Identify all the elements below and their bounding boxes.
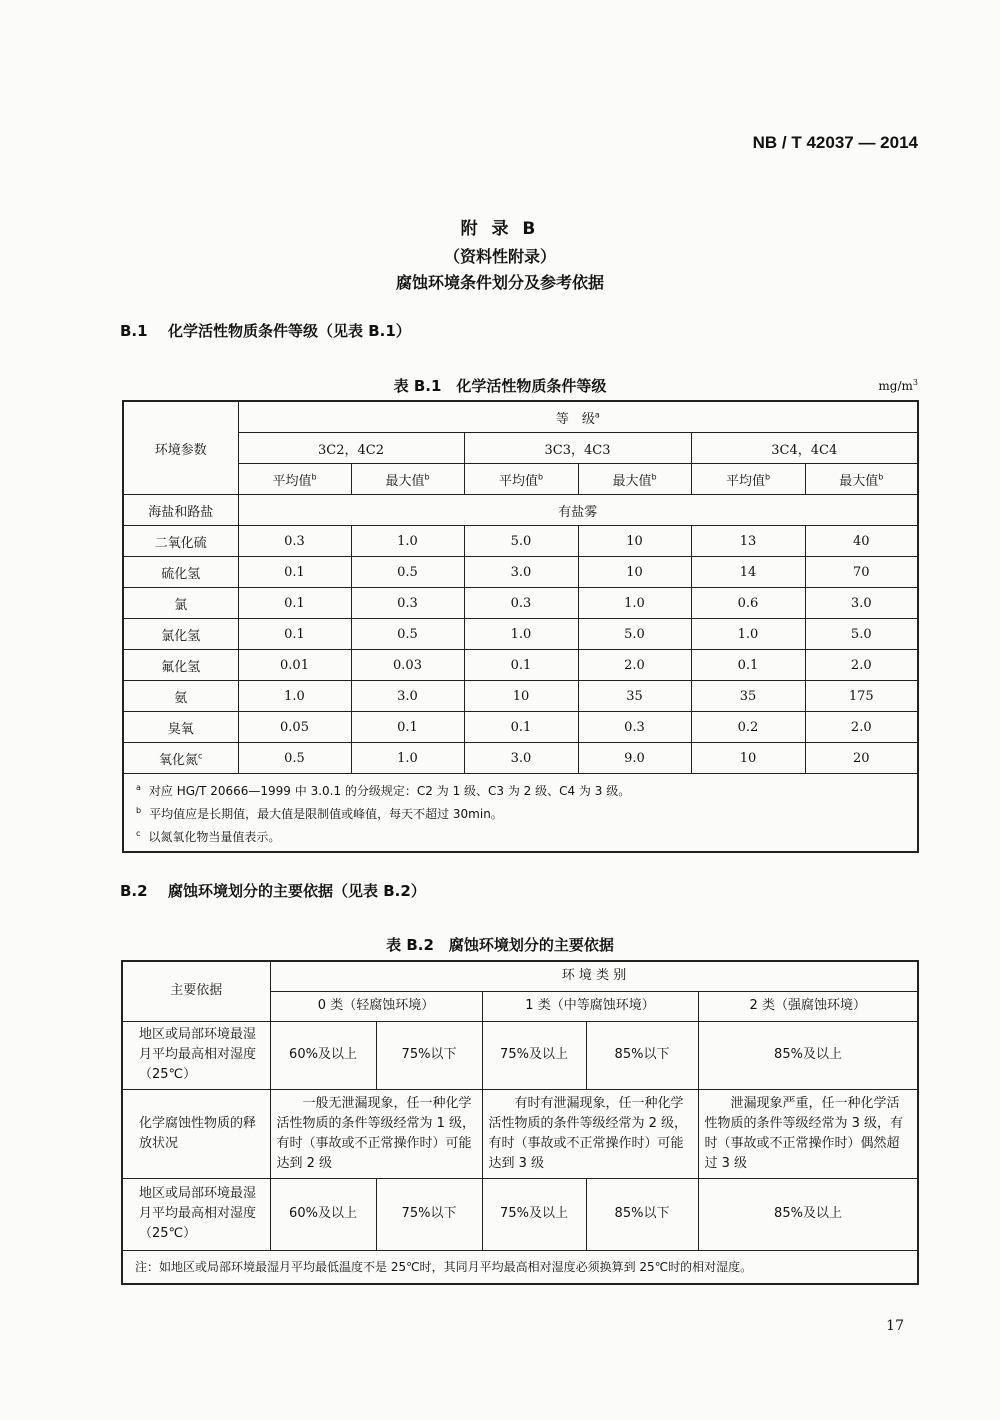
table-cell: 0.3: [238, 526, 351, 557]
table-cell: 10: [691, 743, 805, 774]
note-mark: c: [136, 829, 141, 838]
max-label: 最大值: [612, 473, 652, 489]
table1-notes: [123, 774, 918, 853]
section-number: B.1: [120, 322, 148, 340]
table-row: [122, 1178, 918, 1250]
table-cell: 0.6: [691, 588, 805, 619]
table-row: [123, 588, 918, 619]
table-cell: 一般无泄漏现象，任一种化学活性物质的条件等级经常为 1 级，有时（事故或不正常操作时）可能达到 2 级: [270, 1089, 482, 1178]
table1-caption: 表 B.1 化学活性物质条件等级: [393, 377, 607, 395]
table-cell: 3.0: [464, 743, 578, 774]
section-number: B.2: [120, 882, 148, 900]
row-label-text: 氧化氮: [159, 752, 199, 768]
table-row: [123, 557, 918, 588]
table2-caption: 表 B.2 腐蚀环境划分的主要依据: [386, 936, 614, 954]
table-cell: 0.3: [351, 588, 464, 619]
table-cell: 0.2: [691, 712, 805, 743]
table-cell: 1.0: [238, 681, 351, 712]
table2-note: 注：如地区或局部环境最湿月平均最低温度不是 25℃时，其同月平均最高相对湿度必须换算到 25℃时的相对湿度。: [122, 1250, 918, 1284]
table-cell: 85%以下: [586, 1021, 698, 1089]
table-cell: 0.1: [691, 650, 805, 681]
category-header: 环 境 类 别: [270, 961, 918, 991]
table-cell: 0.3: [578, 712, 691, 743]
max-header: [578, 464, 691, 495]
table-note: [136, 824, 905, 847]
table-cell: 175: [805, 681, 918, 712]
table-row: [123, 495, 918, 526]
table-cell: 13: [691, 526, 805, 557]
unit-superscript: 3: [912, 378, 918, 387]
avg-label: 平均值: [272, 473, 312, 489]
table-cell: 75%以下: [376, 1021, 482, 1089]
table-note: [136, 801, 905, 824]
row-label: 氟化氢: [123, 650, 238, 681]
table-note: [136, 778, 905, 801]
note-text: 平均值应是长期值，最大值是限制值或峰值，每天不超过 30min。: [149, 807, 503, 821]
table-cell: 75%以下: [376, 1178, 482, 1250]
grade-header-text: 等 级: [555, 411, 595, 427]
table-cell: 0.5: [238, 743, 351, 774]
table-cell: 70: [805, 557, 918, 588]
table-cell: 75%及以上: [482, 1021, 586, 1089]
table-cell: 1.0: [351, 526, 464, 557]
table-cell: 0.1: [464, 650, 578, 681]
appendix-main-title: 腐蚀环境条件划分及参考依据: [395, 273, 604, 292]
category-0-header: 0 类（轻腐蚀环境）: [270, 991, 482, 1021]
table-cell: 3.0: [805, 588, 918, 619]
table-cell: 5.0: [578, 619, 691, 650]
table-row: [123, 681, 918, 712]
corrosion-basis-table: [121, 960, 919, 1285]
sub-superscript: b: [424, 472, 430, 482]
table-cell: 60%及以上: [270, 1178, 376, 1250]
max-header: [805, 464, 918, 495]
table-cell: 10: [578, 526, 691, 557]
row-label: 氨: [123, 681, 238, 712]
grade-header: [238, 401, 918, 433]
note-text: 对应 HG/T 20666—1999 中 3.0.1 的分级规定：C2 为 1 级、C3 为 2 级、C4 为 3 级。: [148, 784, 631, 798]
table-cell: 35: [691, 681, 805, 712]
basis-header: 主要依据: [122, 961, 270, 1021]
table-cell: 60%及以上: [270, 1021, 376, 1089]
table-row: [123, 743, 918, 774]
table-row: [123, 619, 918, 650]
table-cell: 0.1: [238, 588, 351, 619]
avg-header: [238, 464, 351, 495]
row-label: 海盐和路盐: [123, 495, 238, 526]
section-heading-b2: [120, 880, 426, 901]
avg-label: 平均值: [725, 473, 765, 489]
category-1-header: 1 类（中等腐蚀环境）: [482, 991, 698, 1021]
section-title: 化学活性物质条件等级（见表 B.1）: [168, 322, 411, 340]
section-title: 腐蚀环境划分的主要依据（见表 B.2）: [168, 882, 426, 900]
category-2-header: 2 类（强腐蚀环境）: [698, 991, 918, 1021]
row-label: 氯化氢: [123, 619, 238, 650]
table-cell: 9.0: [578, 743, 691, 774]
table-cell: 有盐雾: [238, 495, 918, 526]
table-cell: 5.0: [464, 526, 578, 557]
table-cell: 10: [464, 681, 578, 712]
avg-header: [691, 464, 805, 495]
table-row: [123, 526, 918, 557]
class-header: 3C3，4C3: [464, 433, 691, 464]
table-cell: 1.0: [351, 743, 464, 774]
note-mark: b: [136, 806, 142, 815]
chemical-activity-table: [122, 400, 919, 853]
avg-label: 平均值: [498, 473, 538, 489]
sub-superscript: b: [651, 472, 657, 482]
table1-unit: [878, 378, 918, 393]
table-cell: 20: [805, 743, 918, 774]
table-cell: 0.1: [238, 619, 351, 650]
table-cell: 2.0: [805, 712, 918, 743]
unit-text: mg/m: [878, 379, 913, 393]
table-cell: 5.0: [805, 619, 918, 650]
table-cell: 75%及以上: [482, 1178, 586, 1250]
table-cell: 0.3: [464, 588, 578, 619]
row-label: 地区或局部环境最湿月平均最高相对湿度（25℃）: [122, 1178, 270, 1250]
table-cell: 35: [578, 681, 691, 712]
row-label-superscript: c: [198, 751, 203, 761]
table-cell: 3.0: [464, 557, 578, 588]
table-cell: 40: [805, 526, 918, 557]
sub-superscript: b: [764, 472, 771, 482]
appendix-subtitle: （资料性附录）: [443, 247, 556, 266]
row-label: [123, 743, 238, 774]
table-cell: 0.1: [464, 712, 578, 743]
section-heading-b1: [120, 320, 411, 341]
table-cell: 0.1: [351, 712, 464, 743]
avg-header: [464, 464, 578, 495]
table-cell: 85%及以上: [698, 1021, 918, 1089]
max-header: [351, 464, 464, 495]
table-cell: 2.0: [805, 650, 918, 681]
class-header: 3C2，4C2: [238, 433, 464, 464]
table-cell: 1.0: [578, 588, 691, 619]
table-cell: 1.0: [464, 619, 578, 650]
row-label: 化学腐蚀性物质的释放状况: [122, 1089, 270, 1178]
sub-superscript: b: [878, 472, 884, 482]
table-cell: 0.5: [351, 619, 464, 650]
row-label: 氯: [123, 588, 238, 619]
grade-superscript: a: [594, 410, 600, 420]
table-cell: 2.0: [578, 650, 691, 681]
note-text: 以氮氧化物当量值表示。: [148, 830, 281, 844]
max-label: 最大值: [839, 473, 879, 489]
row-label: 二氧化硫: [123, 526, 238, 557]
row-label: 硫化氢: [123, 557, 238, 588]
appendix-title: 附 录 B: [460, 219, 540, 239]
sub-superscript: b: [537, 472, 544, 482]
max-label: 最大值: [385, 473, 425, 489]
note-mark: a: [136, 783, 141, 792]
table-cell: 10: [578, 557, 691, 588]
row-label: 臭氧: [123, 712, 238, 743]
table-cell: 85%及以上: [698, 1178, 918, 1250]
row-label: 地区或局部环境最湿月平均最高相对湿度（25℃）: [122, 1021, 270, 1089]
page-number: 17: [886, 1318, 904, 1334]
table-cell: 0.05: [238, 712, 351, 743]
param-header: 环境参数: [123, 401, 238, 495]
table-row: [122, 1021, 918, 1089]
table-cell: 0.1: [238, 557, 351, 588]
table-cell: 85%以下: [586, 1178, 698, 1250]
table-cell: 0.03: [351, 650, 464, 681]
table-cell: 0.01: [238, 650, 351, 681]
sub-superscript: b: [311, 472, 317, 482]
table-cell: 14: [691, 557, 805, 588]
standard-number: NB / T 42037 — 2014: [752, 133, 918, 152]
table-cell: 3.0: [351, 681, 464, 712]
table-row: [122, 1089, 918, 1178]
table-row: [123, 650, 918, 681]
table-cell: 0.5: [351, 557, 464, 588]
class-header: 3C4，4C4: [691, 433, 918, 464]
table-cell: 泄漏现象严重，任一种化学活性物质的条件等级经常为 3 级，有时（事故或不正常操作时）偶然超过 3 级: [698, 1089, 918, 1178]
table-cell: 有时有泄漏现象，任一种化学活性物质的条件等级经常为 2 级，有时（事故或不正常操作时）可能达到 3 级: [482, 1089, 698, 1178]
table-cell: 1.0: [691, 619, 805, 650]
table-row: [123, 712, 918, 743]
